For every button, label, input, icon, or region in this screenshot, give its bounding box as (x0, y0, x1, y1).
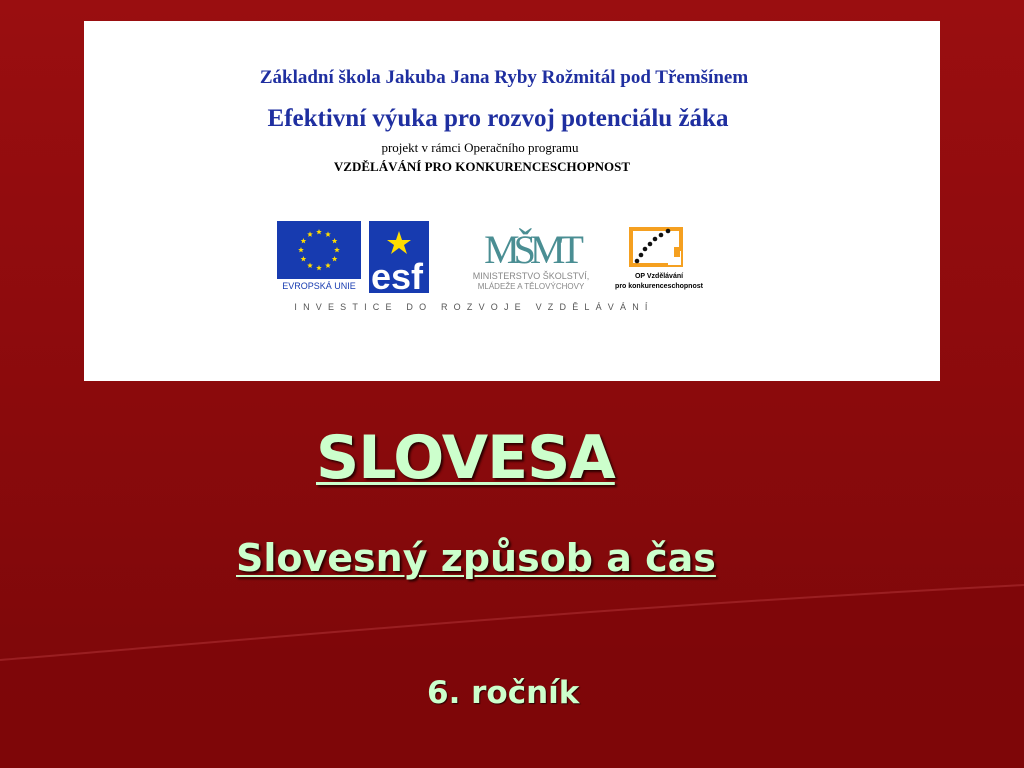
eu-star (298, 247, 304, 252)
msmt-caption-2: MLÁDEŽE A TĚLOVÝCHOVY (477, 282, 585, 291)
project-banner (84, 21, 940, 381)
project-subtitle: projekt v rámci Operačního programu (381, 140, 579, 155)
eu-star (307, 231, 313, 236)
school-name: Základní škola Jakuba Jana Ryby Rožmitál pod Třemšínem (259, 67, 749, 88)
eu-star (334, 247, 340, 252)
eu-star (307, 263, 313, 268)
eu-star (325, 231, 331, 236)
grade-label: 6. ročník (427, 675, 580, 711)
slide-subtitle: Slovesný způsob a čas (236, 536, 716, 580)
op-caption-1: OP Vzdělávání (634, 273, 684, 280)
esf-text: esf (371, 256, 424, 293)
op-logo (604, 221, 714, 297)
eu-star (316, 265, 322, 270)
eu-logo (277, 221, 361, 293)
eu-star (301, 238, 307, 243)
eu-star (316, 229, 322, 234)
eu-flag-icon (277, 221, 361, 279)
slide-title: SLOVESA (316, 423, 615, 493)
op-caption-2: pro konkurenceschopnost (615, 283, 703, 290)
esf-logo (369, 221, 449, 293)
project-title: Efektivní výuka pro rozvoj potenciálu žáka (267, 105, 729, 132)
investice-tagline: INVESTICE DO ROZVOJE VZDĚLÁVÁNÍ (294, 302, 654, 312)
eu-star (301, 256, 307, 261)
eu-caption: EVROPSKÁ UNIE (282, 281, 356, 291)
msmt-logo (456, 219, 606, 295)
msmt-caption-1: MINISTERSTVO ŠKOLSTVÍ, (472, 271, 590, 281)
eu-star (325, 263, 331, 268)
eu-star (332, 256, 338, 261)
eu-star (332, 238, 338, 243)
msmt-text: MŠMT (484, 227, 578, 271)
program-name: VZDĚLÁVÁNÍ PRO KONKURENCESCHOPNOST (333, 159, 631, 174)
